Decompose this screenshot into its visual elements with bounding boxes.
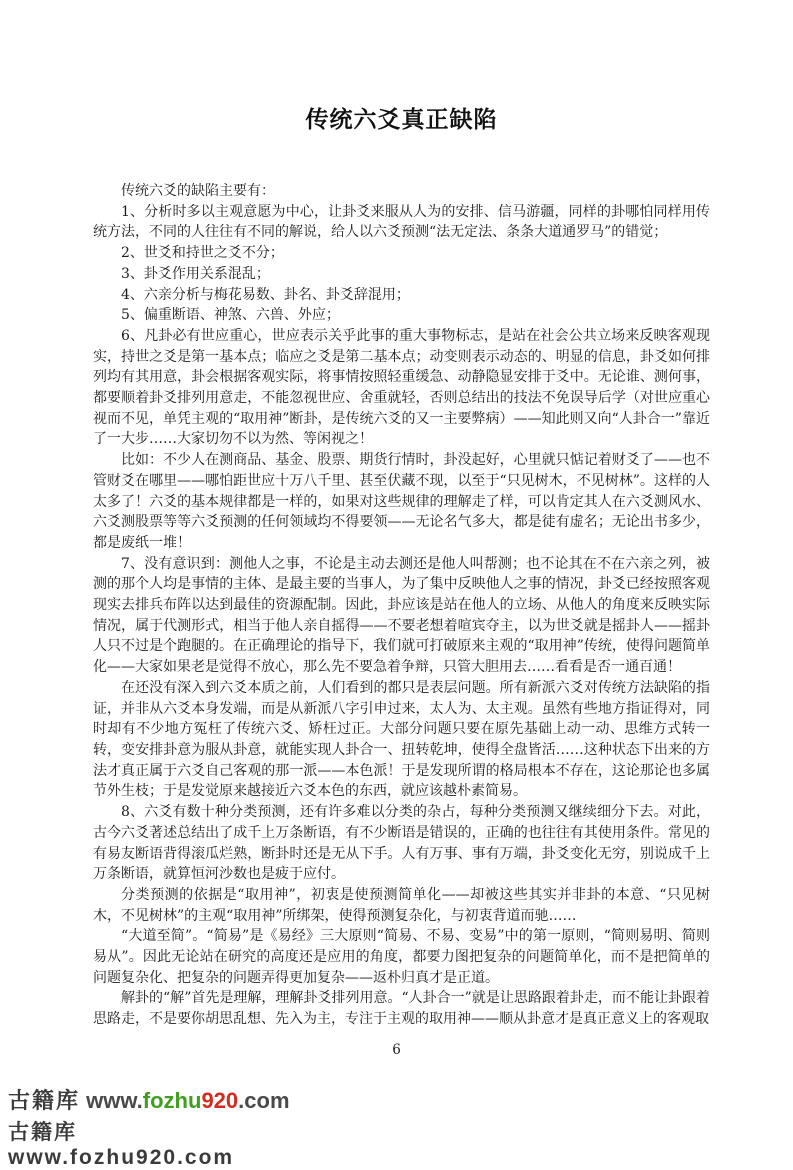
watermark-url-920: 920: [201, 1088, 239, 1113]
body-paragraphs: [93, 181, 710, 1030]
paragraph-jiegua: 解卦的“解”首先是理解，理解卦爻排列用意。“人卦合一”就是让思路跟着卦走，而不能让卦跟着思路走，不是要你胡思乱想、先入为主，专注于主观的取用神——顺从卦意才是真正意义上的客观取: [93, 990, 710, 1028]
paragraph-example: 比如：不少人在测商品、基金、股票、期货行情时，卦没起好，心里就只惦记着财爻了——也不管财爻在哪里——哪怕距世应十万八千里、甚至伏藏不现，以至于“只见树木，不见树林”。这样的人太多了！六爻的基本规律都是一样的，如果对这些规律的理解走了样，可以肯定其人在六爻测风水、六爻测股票等等六爻预测的任何领域均不得要领——无论名气多大，都是徒有虚名；无论出书多少，都是废纸一堆！: [93, 452, 710, 551]
watermark-url-www: www.: [86, 1088, 143, 1113]
paragraph-item-8: 8、六爻有数十种分类预测，还有许多难以分类的杂占，每种分类预测又继续细分下去。对此，古今六爻著述总结出了成千上万条断语，有不少断语是错误的，正确的也往往有其使用条件。常见的有易友断语背得滚瓜烂熟，断卦时还是无从下手。人有万事、事有万端，卦爻变化无穷，别说成千上万条断语，就算恒河沙数也是疲于应付。: [93, 804, 710, 883]
paragraph-classification: 分类预测的依据是“取用神”，初衷是使预测简单化——却被这些其实并非卦的本意、“只见树木，不见树林”的主观“取用神”所绑架，使得预测复杂化，与初衷背道而驰……: [93, 886, 710, 924]
paragraph-item-4: 4、六亲分析与梅花易数、卦名、卦爻辞混用；: [121, 286, 410, 303]
paragraph-item-5: 5、偏重断语、神煞、六兽、外应；: [121, 307, 340, 324]
page-content: [93, 0, 710, 1030]
watermark: [8, 1090, 290, 1112]
page-number: 6: [392, 1042, 401, 1058]
watermark-clipped-row: 古籍库 www.fozhu920.com: [8, 1121, 235, 1169]
paragraph-intro: 传统六爻的缺陷主要有：: [121, 183, 275, 199]
paragraph-item-1: 1、分析时多以主观意愿为中心，让卦爻来服从人为的安排、信马游疆，同样的卦哪怕同样用传统方法，不同的人往往有不同的解说，给人以六爻预测“法无定法、条条大道通罗马”的错觉；: [93, 203, 710, 241]
paragraph-dadaozhijian: “大道至简”。“简易”是《易经》三大原则“简易、不易、变易”中的第一原则，“简则易明、简则易从”。因此无论站在研究的高度还是应用的角度，都要力图把复杂的问题简单化，而不是把简单的问题复杂化、把复杂的问题弄得更加复杂——返朴归真才是正道。: [93, 928, 710, 986]
watermark-brand-logo: 古籍库: [8, 1088, 81, 1113]
paragraph-essence: 在还没有深入到六爻本质之前，人们看到的都只是表层问题。所有新派六爻对传统方法缺陷的指证，并非从六爻本身发端，而是从新派八字引申过来，太人为、太主观。虽然有些地方指证得对，同时却有不少地方冤枉了传统六爻、矫枉过正。大部分问题只要在原先基础上动一动、思维方式转一转，变安排卦意为服从卦意，就能实现人卦合一、扭转乾坤，使得全盘皆活……这种状态下出来的方法才真正属于六爻自己客观的那一派——本色派！于是发现所谓的格局根本不存在，这论那论也多属节外生枝；于是发觉原来越接近六爻本色的东西，就应该越朴素简易。: [93, 679, 710, 800]
paragraph-item-6: 6、凡卦必有世应重心，世应表示关乎此事的重大事物标志，是站在社会公共立场来反映客观现实，持世之爻是第一基本点；临应之爻是第二基本点；动变则表示动态的、明显的信息，卦爻如何排列均有其用意，卦会根据客观实际，将事情按照轻重缓急、动静隐显安排于爻中。无论谁、测何事，都要顺着卦爻排列用意走，不能忽视世应、舍重就轻，否则总结出的技法不免误导后学（对世应重心视而不见，单凭主观的“取用神”断卦，是传统六爻的又一主要弊病）——知此则又向“人卦合一”靠近了一大步……大家切勿不以为然、等闲视之！: [93, 327, 710, 448]
page-title: 传统六爻真正缺陷: [305, 106, 498, 133]
paragraph-item-3: 3、卦爻作用关系混乱；: [121, 265, 270, 282]
paragraph-item-7: 7、没有意识到：测他人之事，不论是主动去测还是他人叫帮测；也不论其在不在六亲之列，被测的那个人均是事情的主体、是最主要的当事人，为了集中反映他人之事的情况，卦爻已经按照客观现实去排兵布阵以达到最佳的资源配制。因此，卦应该是站在他人的立场、从他人的角度来反映实际情况，属于代测形式，相当于他人亲自摇得——不要老想着喧宾夺主，以为世爻就是摇卦人——摇卦人只不过是个跑腿的。在正确理论的指导下，我们就可打破原来主观的“取用神”传统，使得问题简单化——大家如果老是觉得不放心，那么先不要急着争辩，只管大胆用去……看看是否一通百通！: [93, 555, 710, 676]
paragraph-item-2: 2、世爻和持世之爻不分；: [121, 245, 284, 262]
watermark-url-com: .com: [238, 1088, 290, 1113]
watermark-url-fozhu: fozhu: [142, 1088, 202, 1113]
